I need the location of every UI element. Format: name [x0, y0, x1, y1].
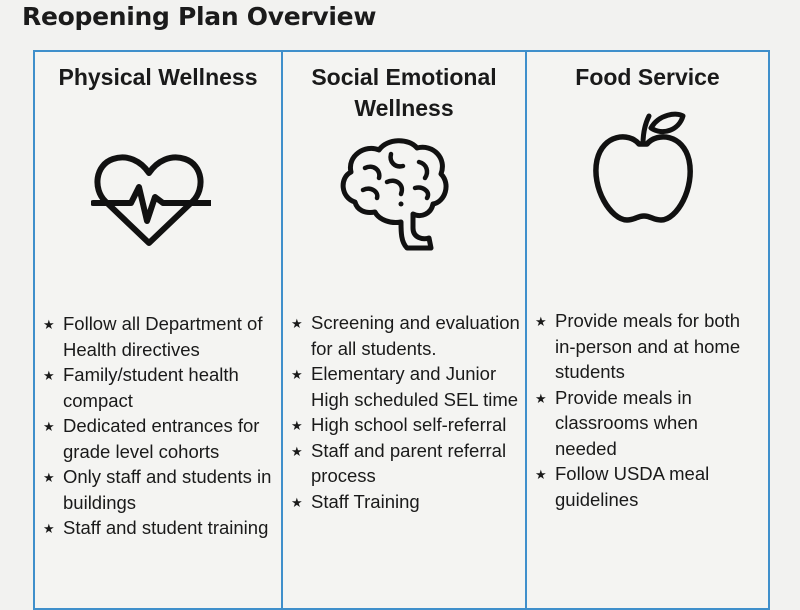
star-bullet-icon: ★	[43, 317, 55, 332]
apple-icon	[589, 108, 699, 228]
column-heading: Food Service	[575, 64, 720, 90]
star-bullet-icon: ★	[535, 390, 547, 406]
star-bullet-icon: ★	[535, 314, 547, 329]
social-emotional-wellness-list	[291, 310, 521, 514]
food-service-list	[535, 308, 764, 512]
list-item: ★ Only staff and students in buildings	[43, 466, 272, 513]
column-heading: Social Emotional Wellness	[311, 64, 497, 121]
star-bullet-icon: ★	[291, 316, 303, 331]
list-item: ★ High school self-referral	[291, 412, 521, 438]
list-item: ★ Family/student health compact	[43, 364, 239, 411]
list-item: ★ Follow USDA meal guidelines	[535, 463, 710, 510]
list-item: ★ Staff Training	[291, 489, 521, 515]
heart-pulse-icon	[91, 147, 211, 247]
star-bullet-icon: ★	[535, 467, 547, 482]
physical-wellness-list	[43, 311, 277, 541]
list-item: ★ Staff and student training	[43, 515, 277, 541]
star-bullet-icon: ★	[291, 443, 303, 459]
list-item: ★ Dedicated entrances for grade level cohorts	[43, 415, 260, 462]
star-bullet-icon: ★	[291, 494, 303, 510]
list-item: ★ Provide meals in classrooms when needed	[535, 386, 698, 459]
star-bullet-icon: ★	[43, 470, 55, 485]
overview-table	[33, 50, 770, 610]
list-item: ★ Elementary and Junior High scheduled SEL time	[291, 363, 519, 410]
star-bullet-icon: ★	[291, 367, 303, 382]
list-item: ★ Screening and evaluation for all students.	[291, 312, 520, 359]
column-food-service	[525, 52, 768, 608]
brain-icon	[335, 132, 455, 252]
column-heading: Physical Wellness	[58, 64, 258, 90]
star-bullet-icon: ★	[43, 419, 55, 434]
star-bullet-icon: ★	[43, 521, 55, 536]
page-title: Reopening Plan Overview	[22, 2, 377, 31]
list-item: ★ Follow all Department of Health directives	[43, 313, 263, 360]
list-item: ★ Staff and parent referral process	[291, 439, 507, 486]
column-social-emotional-wellness	[281, 52, 525, 608]
column-physical-wellness	[35, 52, 281, 608]
star-bullet-icon: ★	[43, 368, 55, 383]
star-bullet-icon: ★	[291, 418, 303, 433]
list-item: ★ Provide meals for both in-person and at home students	[535, 310, 741, 382]
